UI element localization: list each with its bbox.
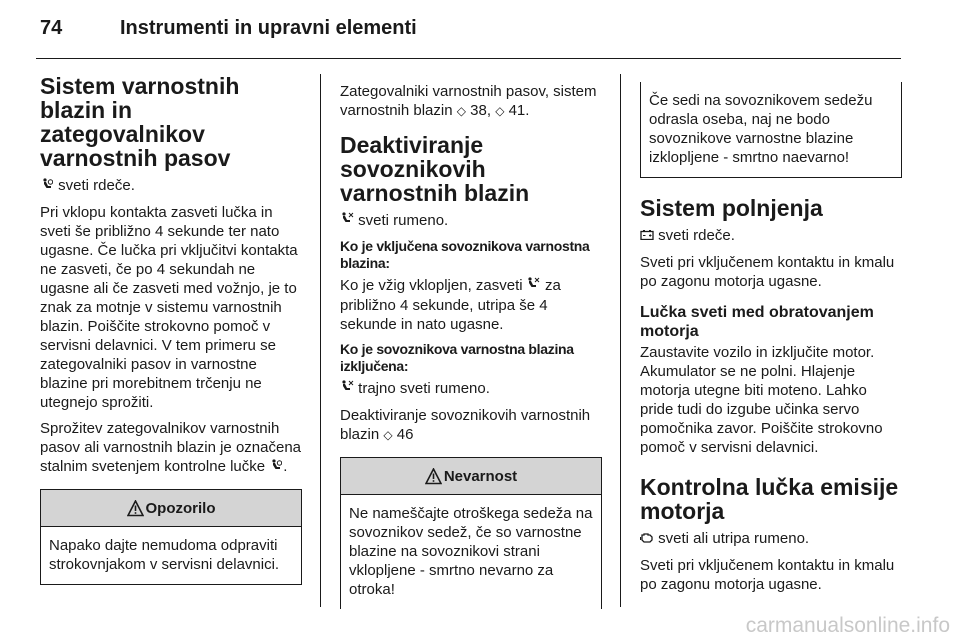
header-divider: [36, 58, 901, 59]
warning-triangle-icon: [425, 468, 442, 485]
danger-box-continued: [640, 82, 902, 178]
reference-arrow-icon: ◇: [495, 104, 505, 118]
column-2: [340, 82, 602, 609]
warning-box-header: [41, 490, 301, 527]
paragraph: Sveti pri vključenem kontaktu in kmalu po zagonu motorja ugasne.: [640, 557, 895, 593]
warning-title: Opozorilo: [145, 499, 216, 517]
paragraph: Sveti pri vključenem kontaktu in kmalu po zagonu motorja ugasne.: [640, 254, 895, 290]
paragraph-text: za približno 4 sekunde, utripa še 4 sekunde in nato ugasne.: [340, 277, 561, 333]
column-3: [640, 82, 902, 601]
danger-box-header: [341, 458, 601, 495]
indicator-text: sveti rdeče.: [58, 177, 135, 194]
airbag-indicator-line: [40, 176, 302, 196]
indicator-text: sveti ali utripa rumeno.: [658, 530, 810, 547]
paragraph: [40, 419, 302, 477]
airbag-icon: [269, 458, 283, 477]
column-divider: [620, 74, 621, 607]
page-reference[interactable]: 41: [508, 102, 526, 119]
section-heading-airbag: Sistem varnostnih blazin in zategovalnikov varnostnih pasov: [40, 73, 240, 171]
subheading: Ko je sovoznikova varnostna blazina izključena:: [340, 341, 574, 374]
section-heading-emission: Kontrolna lučka emisije motorja: [640, 474, 899, 524]
column-divider: [320, 74, 321, 607]
paragraph: [340, 379, 602, 399]
emission-indicator-line: [640, 529, 902, 549]
paragraph-text: Zategovalniki varnostnih pasov, sistem varnostnih blazin: [340, 83, 597, 119]
reference-arrow-icon: ◇: [383, 428, 393, 442]
airbag-icon: [40, 177, 54, 196]
danger-body-continued: Če sedi na sovoznikovem sedežu odrasla oseba, naj ne bodo sovoznikove varnostne blazine izklopljene - smrtno naevarno!: [649, 92, 873, 166]
paragraph-text: Deaktiviranje sovoznikovih varnostnih blazin: [340, 407, 591, 443]
airbag-off-indicator-line: [340, 211, 602, 231]
punctuation: .: [525, 102, 530, 119]
danger-body: Ne nameščajte otroškega sedeža na sovoznikov sedež, če so varnostne blazine na sovoznikovi strani vklopljene - smrtno nevarno za otroka!: [349, 505, 593, 598]
column-1: [40, 74, 302, 585]
airbag-off-icon: [340, 380, 354, 399]
subheading: Lučka sveti med obratovanjem motorja: [640, 304, 874, 340]
subheading: Ko je vključena sovoznikova varnostna blazina:: [340, 238, 590, 271]
section-heading-charging: Sistem polnjenja: [640, 195, 823, 221]
page-number: 74: [40, 16, 63, 39]
warning-body: Napako dajte nemudoma odpraviti strokovnjakom v servisni delavnici.: [49, 537, 280, 573]
punctuation: .: [283, 458, 288, 475]
chapter-title: Instrumenti in upravni elementi: [120, 16, 417, 39]
paragraph-text: trajno sveti rumeno.: [358, 380, 490, 397]
paragraph: Zaustavite vozilo in izključite motor. Akumulator se ne polni. Hlajenje motorja utegne biti moteno. Lahko pride tudi do izgube učinka servo pomočnika zavor. Poiščite strokovno pomoč v servisni delavnici.: [640, 344, 883, 456]
watermark: carmanualsonline.info: [745, 614, 950, 637]
engine-icon: [640, 530, 654, 549]
airbag-off-icon: [527, 277, 541, 296]
paragraph: Pri vklopu kontakta zasveti lučka in sveti še približno 4 sekunde ter nato ugasne. Če lučka pri vključitvi kontakta ne zasveti, če po 4 sekundah ne ugasne ali če zasveti med vožnjo, je to znak za motnje v sistemu varnostnih blazin. Poiščite strokovno pomoč v servisni delavnici. V tem primeru se zategovalniki pasov in varnostne blazine pri morebitnem trčenju ne utegnejo sprožiti.: [40, 204, 298, 411]
page-header: [40, 8, 417, 48]
indicator-text: sveti rumeno.: [358, 212, 449, 229]
cross-reference-paragraph: Zategovalniki varnostnih pasov, sistem varnostnih blazin ◇ 38, ◇ 41.: [340, 83, 597, 119]
warning-box: [40, 489, 302, 585]
page-reference[interactable]: 46: [396, 426, 414, 443]
battery-icon: [640, 227, 654, 246]
cross-reference-paragraph: [340, 406, 602, 445]
paragraph-text: Ko je vžig vklopljen, zasveti: [340, 277, 523, 294]
paragraph-text: Sprožitev zategovalnikov varnostnih pasov ali varnostnih blazin je označena stalnim svetenjem kontrolne lučke: [40, 420, 301, 475]
reference-arrow-icon: ◇: [456, 104, 466, 118]
indicator-text: sveti rdeče.: [658, 227, 735, 244]
warning-triangle-icon: [127, 500, 144, 517]
page-reference[interactable]: 38: [470, 102, 487, 119]
danger-box: [340, 457, 602, 609]
airbag-off-icon: [340, 212, 354, 231]
paragraph: [340, 276, 602, 334]
section-heading-airbag-deactivation: Deaktiviranje sovoznikovih varnostnih blazin: [340, 132, 530, 206]
danger-title: Nevarnost: [443, 467, 518, 485]
charging-indicator-line: [640, 226, 902, 246]
